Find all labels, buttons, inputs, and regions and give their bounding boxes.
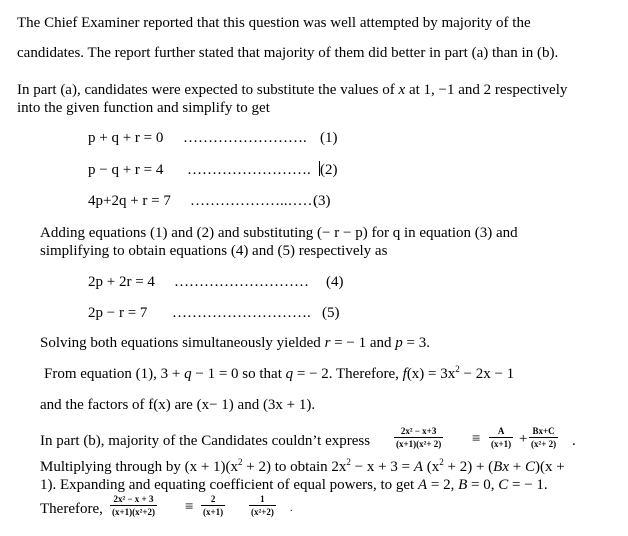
multiply-2g: = − 1. xyxy=(508,477,548,493)
multiply-line1 xyxy=(40,458,565,476)
multiply-1f: A xyxy=(413,459,423,475)
fraction-bar xyxy=(529,437,558,438)
factors-line: and the factors of f(x) are (x− 1) and (3x + 1). xyxy=(40,397,316,413)
solving-p: p xyxy=(395,335,403,351)
equation-2-dots: ……………………. xyxy=(187,162,311,178)
therefore-frac1-den: (x+1)(x²+2) xyxy=(112,507,155,517)
equation-2 xyxy=(88,161,163,179)
para2-var-x: x xyxy=(398,82,406,98)
multiply-2e: = 0, xyxy=(467,477,499,493)
equation-2-number-text: (2) xyxy=(320,162,338,178)
partb-frac1-num: 2x² − x+3 xyxy=(400,426,437,436)
partb-frac2-den: (x+1) xyxy=(491,439,512,449)
partb-period: . xyxy=(572,433,576,449)
multiply-1c: + 2) to obtain 2x xyxy=(242,459,347,475)
equation-3-number: (3) xyxy=(313,193,331,209)
therefore-fraction-1 xyxy=(110,494,157,517)
equation-3-lhs: 4p+2q + r = 7 xyxy=(88,193,171,209)
equation-2-lhs: p − q + r = 4 xyxy=(88,162,164,178)
from-equation-line xyxy=(44,365,514,383)
multiply-2a: 1). Expanding and equating coefficient of equal powers, to get xyxy=(40,477,418,493)
therefore-frac3-num: 1 xyxy=(260,494,265,504)
multiply-1a: Multiplying through by (x + 1)(x xyxy=(40,459,239,475)
equation-4-number: (4) xyxy=(326,274,344,290)
solving-r: r xyxy=(324,335,331,351)
para2-line1-post: at 1, −1 and 2 respectively xyxy=(405,82,568,98)
fraction-bar xyxy=(110,505,157,506)
equation-5-number: (5) xyxy=(322,305,340,321)
equation-2-number xyxy=(319,161,338,179)
therefore-text: Therefore, xyxy=(40,501,103,517)
partb-fraction-2 xyxy=(489,426,513,449)
equation-4: 2p + 2r = 4 xyxy=(88,274,155,290)
partb-fraction-3 xyxy=(529,426,558,449)
partb-frac1-den: (x+1)(x²+ 2) xyxy=(396,439,442,449)
partb-equiv: ≡ xyxy=(472,431,481,447)
equation-1-dots: ……………………. xyxy=(183,130,307,146)
multiply-line2 xyxy=(40,476,548,494)
from-eq-mid: − 1 = 0 so that xyxy=(191,366,286,382)
multiply-1h: 2 xyxy=(439,457,444,467)
therefore-frac3-den: (x²+2) xyxy=(251,507,274,517)
equation-3 xyxy=(88,192,171,210)
equation-5: 2p − r = 7 xyxy=(88,305,148,321)
para2-line1 xyxy=(17,81,567,99)
from-eq-square: 2 xyxy=(455,364,460,374)
partb-text: In part (b), majority of the Candidates couldn’t express xyxy=(40,433,371,449)
fraction-bar xyxy=(489,437,513,438)
from-eq-post: (x) = 3x xyxy=(406,366,456,382)
from-eq-q: q xyxy=(184,366,192,382)
equation-1 xyxy=(88,129,163,147)
from-eq-mid2: = − 2. Therefore, xyxy=(293,366,403,382)
fraction-bar xyxy=(201,505,225,506)
multiply-1g: (x xyxy=(422,459,440,475)
therefore-frac2-den: (x+1) xyxy=(203,507,224,517)
equation-3-dots: ………………..…… xyxy=(190,193,318,209)
multiply-2b: A xyxy=(417,477,428,493)
para1-line1: The Chief Examiner reported that this question was well attempted by majority of the xyxy=(17,15,531,31)
multiply-1e: − x + 3 = xyxy=(350,459,414,475)
therefore-frac2-num: 2 xyxy=(210,494,216,504)
therefore-fraction-3 xyxy=(249,494,276,517)
multiply-1l: C xyxy=(524,459,535,475)
equation-4-dots: ……………………… xyxy=(174,274,309,290)
multiply-1d: 2 xyxy=(346,457,351,467)
solving-pre: Solving both equations simultaneously yielded xyxy=(40,335,325,351)
partb-plus: + xyxy=(519,431,528,447)
multiply-1j: Bx xyxy=(493,459,509,475)
partb-frac3-num: Bx+C xyxy=(532,426,555,436)
multiply-2f: C xyxy=(498,477,509,493)
from-eq-pre: From equation (1), 3 + xyxy=(44,366,185,382)
from-eq-f: f xyxy=(402,366,407,382)
solving-line xyxy=(40,334,430,352)
para3-line1: Adding equations (1) and (2) and substituting (− r − p) for q in equation (3) and xyxy=(40,225,518,241)
multiply-1m: )(x + xyxy=(534,459,565,475)
multiply-1i: + 2) + ( xyxy=(443,459,494,475)
solving-post: = 3. xyxy=(402,335,430,351)
fraction-bar xyxy=(394,437,443,438)
equation-1-lhs: p + q + r = 0 xyxy=(88,130,164,146)
para3-line2: simplifying to obtain equations (4) and (5) respectively as xyxy=(40,243,388,259)
partb-frac3-den: (x²+ 2) xyxy=(531,439,557,449)
multiply-2c: = 2, xyxy=(427,477,459,493)
therefore-period: . xyxy=(290,503,293,514)
from-eq-post2: − 2x − 1 xyxy=(459,366,515,382)
multiply-1k: + xyxy=(508,459,525,475)
partb-frac2-num: A xyxy=(497,426,505,436)
equation-1-number: (1) xyxy=(320,130,338,146)
fraction-bar xyxy=(249,505,276,506)
therefore-fraction-2 xyxy=(201,494,225,517)
multiply-1b: 2 xyxy=(238,457,243,467)
partb-fraction-1 xyxy=(394,426,443,449)
solving-mid: = − 1 and xyxy=(330,335,396,351)
from-eq-q2: q xyxy=(285,366,294,382)
para1-line2: candidates. The report further stated that majority of them did better in part (a) than in (b). xyxy=(17,45,559,61)
therefore-equiv: ≡ xyxy=(185,499,194,515)
para2-line2: into the given function and simplify to get xyxy=(17,100,270,116)
multiply-2d: B xyxy=(458,477,468,493)
equation-5-dots: ………………………. xyxy=(172,305,311,321)
para2-line1-pre: In part (a), candidates were expected to substitute the values of xyxy=(17,82,399,98)
therefore-frac1-num: 2x² − x + 3 xyxy=(113,494,154,504)
